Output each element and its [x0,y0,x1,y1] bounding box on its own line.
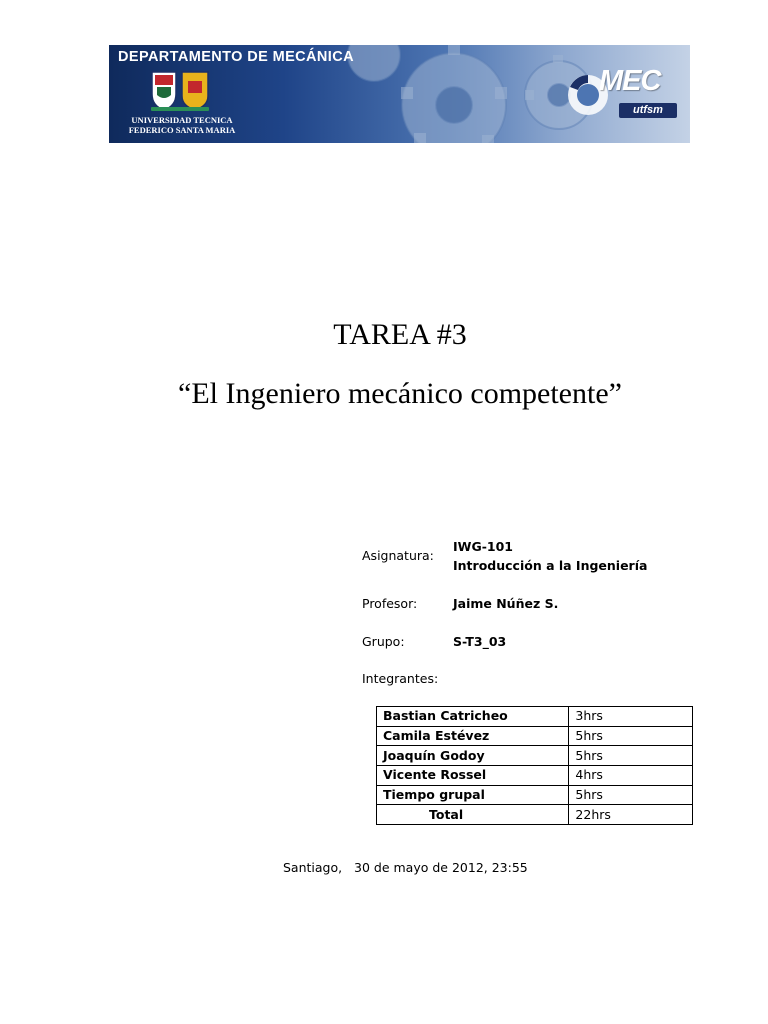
university-name [123,115,241,135]
place-date: Santiago, 30 de mayo de 2012, 23:55 [283,860,528,875]
member-name: Bastian Catricheo [377,707,569,727]
integrantes-label: Integrantes: [362,671,439,686]
member-hours: 5hrs [569,746,693,766]
utfsm-logo-text: utfsm [619,103,677,118]
members-table [376,706,693,825]
university-line-2: FEDERICO SANTA MARIA [128,125,236,135]
asignatura-label: Asignatura: [362,548,434,563]
member-hours: 3hrs [569,707,693,727]
member-hours: 5hrs [569,726,693,746]
grupo-value: S-T3_03 [453,634,507,649]
profesor-value: Jaime Núñez S. [453,596,559,611]
member-name: Tiempo grupal [377,785,569,805]
document-title: TAREA #3 [333,318,467,351]
university-crest-icon [149,69,211,113]
department-title: DEPARTAMENTO DE MECÁNICA [118,49,354,65]
member-hours: 5hrs [569,785,693,805]
asignatura-name: Introducción a la Ingeniería [453,558,648,573]
asignatura-code: IWG-101 [453,539,513,554]
member-name: Camila Estévez [377,726,569,746]
total-hours: 22hrs [569,805,693,825]
table-row [377,746,693,766]
grupo-label: Grupo: [362,634,405,649]
member-name: Joaquín Godoy [377,746,569,766]
member-hours: 4hrs [569,766,693,786]
total-label: Total [377,805,569,825]
header-banner [109,45,690,143]
university-line-1: UNIVERSIDAD TECNICA [131,115,233,125]
document-subtitle: “El Ingeniero mecánico competente” [178,377,622,410]
table-row [377,785,693,805]
member-name: Vicente Rossel [377,766,569,786]
table-row [377,766,693,786]
total-row [377,805,693,825]
mec-logo-text: MEC [599,65,661,97]
table-row [377,726,693,746]
table-row [377,707,693,727]
profesor-label: Profesor: [362,596,418,611]
